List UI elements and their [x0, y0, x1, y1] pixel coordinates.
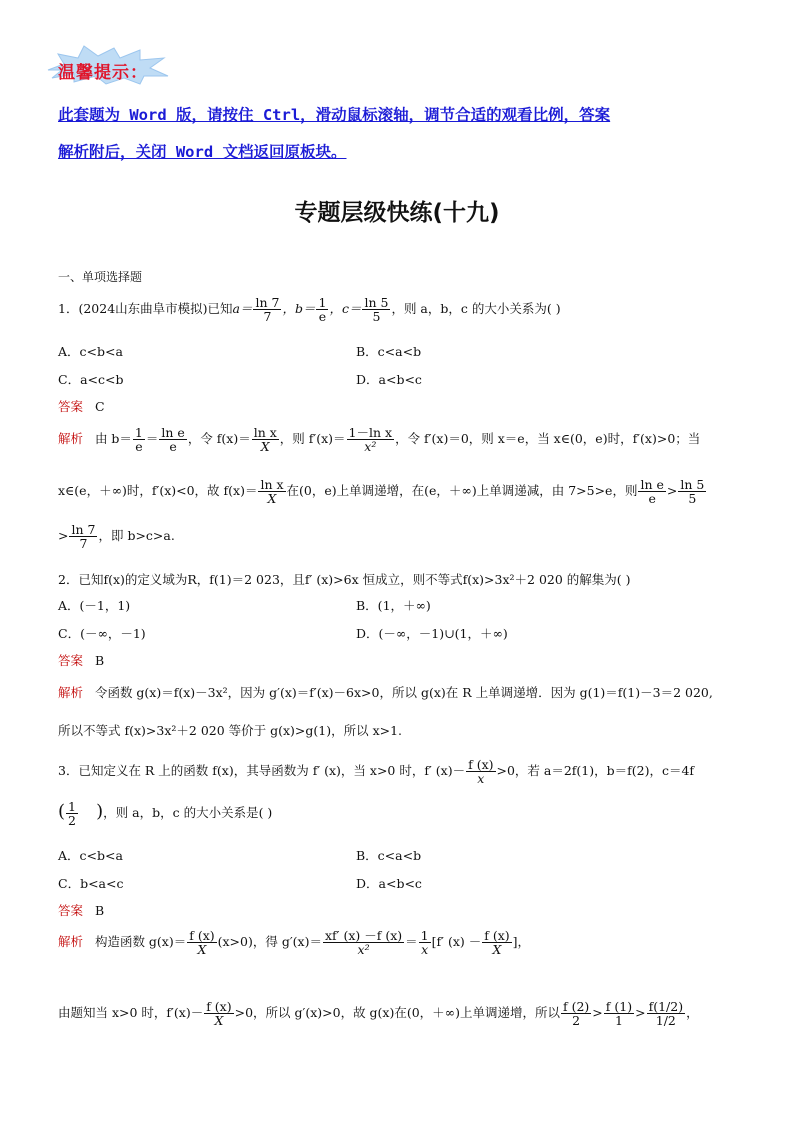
- analysis-label: 解析: [58, 685, 84, 700]
- q3-option-a: A．c<b<a: [58, 848, 123, 863]
- answer-label: 答案: [58, 903, 84, 918]
- q3-analysis-line-2: 由题知当 x>0 时，f′(x)－ $\frac{f (x)}{X}$ >0，所以 g′(x)>0，故 g(x)在(0，＋∞)上单调递增，所以 $\frac{f (2)}{2}$ > $\frac{f (1)}{1}$ > $\frac{f(1/2)}{1/2}$ ，: [58, 999, 699, 1029]
- q3-option-d: D．a<b<c: [356, 876, 422, 891]
- q3-option-c: C．b<a<c: [58, 876, 124, 891]
- q2-option-b: B．(1，＋∞): [356, 598, 431, 613]
- q1-option-b: B．c<a<b: [356, 344, 422, 359]
- q3-answer: 答案 B: [58, 903, 105, 918]
- q2-option-c: C．(－∞，－1): [58, 626, 146, 641]
- notice-line-1[interactable]: 此套题为 Word 版，请按住 Ctrl，滑动鼠标滚轴，调节合适的观看比例，答案: [58, 106, 611, 124]
- q2-option-a: A．(－1，1): [58, 598, 131, 613]
- analysis-label: 解析: [58, 934, 84, 950]
- answer-label: 答案: [58, 399, 84, 414]
- section-heading: 一、单项选择题: [58, 270, 143, 284]
- q2-answer: 答案 B: [58, 653, 105, 668]
- q2-option-d: D．(－∞，－1)∪(1，＋∞): [356, 626, 508, 641]
- q1-analysis-line-3: > $\frac{\ln 7}{7}$ ，即 b>c>a.: [58, 522, 175, 552]
- q1-analysis-line-2: x∈(e，＋∞)时，f′(x)<0，故 f(x)＝ $\frac{\text{ln x}}{X}$ 在(0，e)上单调递增，在(e，＋∞)上单调递减，由 7>5>e，则 $\frac{\text{ln e}}{e}$ > $\frac{\ln 5}{5}$: [58, 477, 705, 507]
- q3-stem-line-1: 3．已知定义在 R 上的函数 f(x)，其导函数为 f′ (x)，当 x>0 时，f′ (x)－ $\frac{f (x)}{x}$ >0，若 a＝2f(1)，b＝f(2)，c＝4f: [58, 757, 695, 787]
- q3-stem-line-2: ( $\frac{1}{2}$ )，则 a，b，c 的大小关系是( ): [58, 799, 273, 829]
- q1-option-d: D．a<b<c: [356, 372, 422, 387]
- q1-analysis-line-1: 解析 由 b＝ $\frac{1}{e}$ ＝ $\frac{\text{ln e}}{e}$ ，令 f(x)＝ $\frac{\text{ln x}}{X}$ ，则 f′(x)＝ $\frac{\text{1－ln x}}{\text{x²}}$ ，令 f′(x)＝0，则 x＝e，当 x∈(0，e)时，f′(x)>0；当: [58, 425, 701, 455]
- answer-label: 答案: [58, 653, 84, 668]
- q1-option-c: C．a<c<b: [58, 372, 124, 387]
- q2-stem: 2．已知f(x)的定义域为R，f(1)＝2 023，且f′ (x)>6x 恒成立，则不等式f(x)>3x²＋2 020 的解集为( ): [58, 572, 631, 587]
- notice-badge-text: 温馨提示：: [58, 63, 148, 83]
- notice-line-2[interactable]: 解析附后，关闭 Word 文档返回原板块。: [58, 143, 347, 161]
- q1-option-a: A．c<b<a: [58, 344, 123, 359]
- q2-analysis-line-2: 所以不等式 f(x)>3x²＋2 020 等价于 g(x)>g(1)，所以 x>1.: [58, 723, 403, 738]
- analysis-label: 解析: [58, 431, 84, 447]
- q3-option-b: B．c<a<b: [356, 848, 422, 863]
- page-title: 专题层级快练(十九): [294, 200, 500, 226]
- q1-answer: 答案 C: [58, 399, 105, 414]
- q3-analysis-line-1: 解析 构造函数 g(x)＝ $\frac{f (x)}{X}$ (x>0)，得 g′(x)＝ $\frac{xf' (x) -f (x)}{\text{x²}}$ ＝ $\frac{1}{x}$ [f′ (x) － $\frac{f (x)}{X}$ ]，: [58, 928, 531, 958]
- q1-stem: 1．(2024山东曲阜市模拟)已知a＝ $\frac{\ln 7}{7}$ ，b＝ $\frac{1}{e}$ ，c＝ $\frac{\ln 5}{5}$ ，则 a，b，c 的大小关系为( ): [58, 295, 561, 325]
- q2-analysis-line-1: 解析 令函数 g(x)＝f(x)－3x²，因为 g′(x)＝f′(x)－6x>0，所以 g(x)在 R 上单调递增．因为 g(1)＝f(1)－3＝2 020,: [58, 685, 713, 700]
